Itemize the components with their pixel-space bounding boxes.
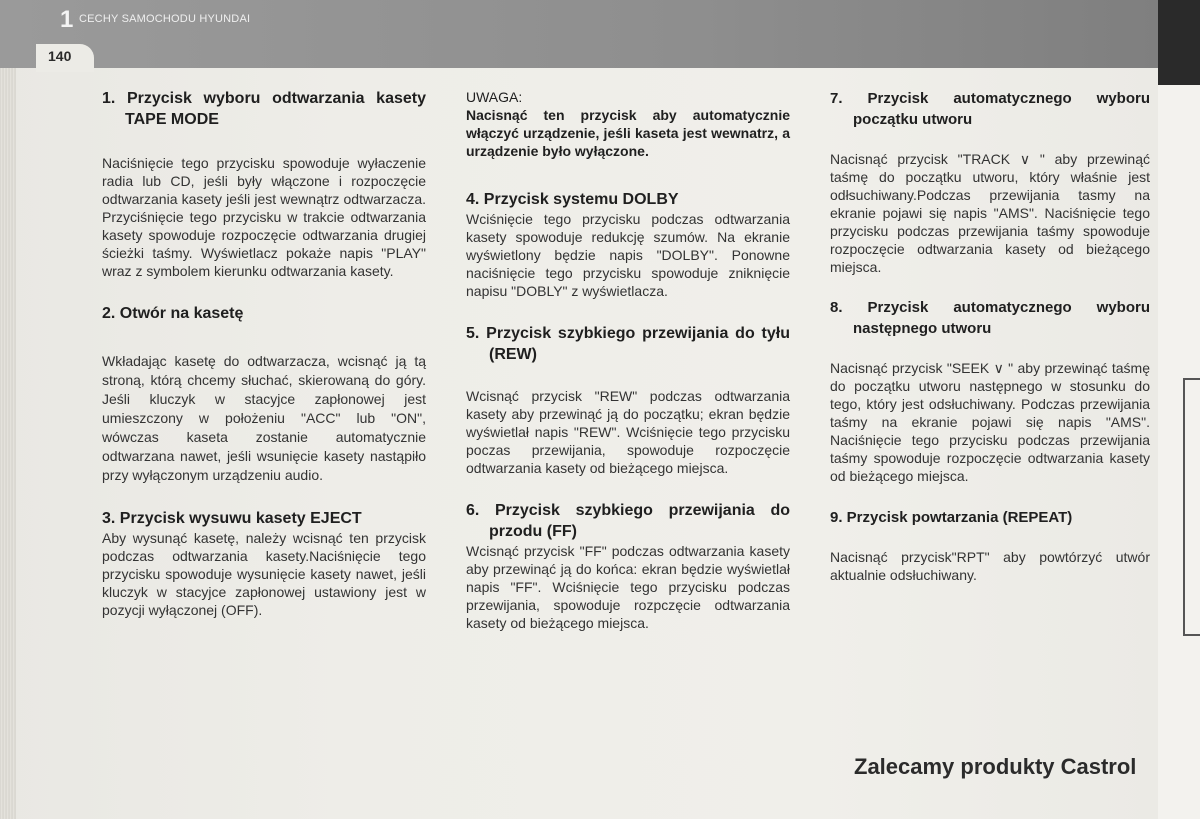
- section-4-title: 4. Przycisk systemu DOLBY: [466, 191, 679, 208]
- section-5-body: Wcisnąć przycisk "REW" podczas odtwarzania kasety aby przewinąć ją do początku; ekran będzie wyświetlał napis "REW". Wciśnięcie tego przycisku poczas przewijania, spowoduje rozpoczęcie odtwarzania kasety od bieżącego miejsca.: [466, 388, 790, 476]
- page-edge-stack: [0, 40, 16, 819]
- page-number: 140: [48, 48, 72, 64]
- adjacent-page-header: [1158, 0, 1200, 85]
- section-9-body: Nacisnąć przycisk"RPT" aby powtórzyć utwór aktualnie odsłuchiwany.: [830, 549, 1150, 583]
- chapter-header-bar: [0, 0, 1158, 68]
- adjacent-page-box: [1183, 378, 1200, 636]
- section-1-title: 1. Przycisk wyboru odtwarzania kasety TAPE MODE: [102, 90, 426, 128]
- section-2-title: 2. Otwór na kasetę: [102, 305, 244, 322]
- section-7-title: 7. Przycisk automatycznego wyboru początku utworu: [830, 90, 1150, 128]
- section-2-body: Wkładając kasetę do odtwarzacza, wcisnąć ją tą stroną, którą chcemy słuchać, skierowaną do góry. Jeśli kluczyk w stacyjce zapłonowej jest umieszczony w położeniu "ACC" lub "ON", wówczas kaseta zostanie automatycznie odtwarzana nawet, jeśli wsunięcie kasety nastąpiło przy wyłączonym urządzeniu audio.: [102, 353, 426, 483]
- footer-slogan: Zalecamy produkty Castrol: [854, 754, 1137, 779]
- section-5-title: 5. Przycisk szybkiego przewijania do tyłu (REW): [466, 325, 790, 363]
- section-3-body: Aby wysunąć kasetę, należy wcisnąć ten przycisk podczas odtwarzania kasety.Naciśnięcie tego przycisku spowoduje wysunięcie kasety nawet, jeśli kluczyk w stacyjce zapłonowej ustawiony jest w pozycji wyłączonej (OFF).: [102, 530, 426, 618]
- column-3: [830, 88, 1150, 584]
- section-4-body: Wciśnięcie tego przycisku podczas odtwarzania kasety spowoduje redukcję szumów. Na ekranie wyświetlony będzie napis "DOLBY". Ponowne naciśnięcie tego przycisku spowoduje zniknięcie napisu "DOBLY" z wyświetlacza.: [466, 211, 790, 299]
- section-6-title: 6. Przycisk szybkiego przewijania do przodu (FF): [466, 502, 790, 540]
- column-1: [102, 88, 426, 619]
- section-9-title: 9. Przycisk powtarzania (REPEAT): [830, 509, 1073, 526]
- section-1-body: Naciśnięcie tego przycisku spowoduje wyłaczenie radia lub CD, jeśli były włączone i rozpoczęcie odtwarzania kasety jeśli jest wewnątrz odtwarzacza. Przyciśnięcie tego przycisku w trakcie odtwarzania kasety spowoduje rozpoczęcie odtwarzania drugiej ścieżki taśmy. Wyświetlacz pokaże napis "PLAY" wraz z symbolem kierunku odtwarzania kasety.: [102, 155, 426, 279]
- note-body: Nacisnąć ten przycisk aby automatycznie włączyć urządzenie, jeśli kaseta jest wewnatrz, a urządzenie było wyłączone.: [466, 107, 790, 159]
- section-7-body: Nacisnąć przycisk "TRACK ∨ " aby przewinąć taśmę do początku utworu, który właśnie jest odłsuchiwany.Podczas przewijania tasmy na ekranie pojawi się napis "AMS". Naciśnięcie tego przycisku podczas przewijania taśmy spowoduje rozpoczęcie odtwarzania kasety od bieżącego miejsca.: [830, 151, 1150, 275]
- chapter-number: 1: [60, 6, 74, 33]
- chapter-title: CECHY SAMOCHODU HYUNDAI: [79, 13, 251, 25]
- note-title: UWAGA:: [466, 89, 523, 105]
- section-6-body: Wcisnąć przycisk "FF" podczas odtwarzania kasety aby przewinąć ją do końca: ekran będzie wyświetlał napis "FF". Wciśnięcie tego przycisku podczas przewijania, spowoduje rozpczęcie odtwarzania kasety od bieżącego miejsca.: [466, 543, 790, 631]
- section-8-title: 8. Przycisk automatycznego wyboru następnego utworu: [830, 299, 1150, 337]
- section-3-title: 3. Przycisk wysuwu kasety EJECT: [102, 510, 362, 527]
- section-8-body: Nacisnąć przycisk "SEEK ∨ " aby przewinąć taśmę do początku utworu następnego w stosunku do tego, który jest odsłuchiwany. Podczas przewijania taśmy na ekranie pojawi się napis "AMS". Naciśnięcie tego przycisku podczas przewijania taśmy spowoduje rozpoczęcie odtwarzania kasety od bieżącego miejsca.: [830, 360, 1150, 484]
- column-2: [466, 88, 790, 632]
